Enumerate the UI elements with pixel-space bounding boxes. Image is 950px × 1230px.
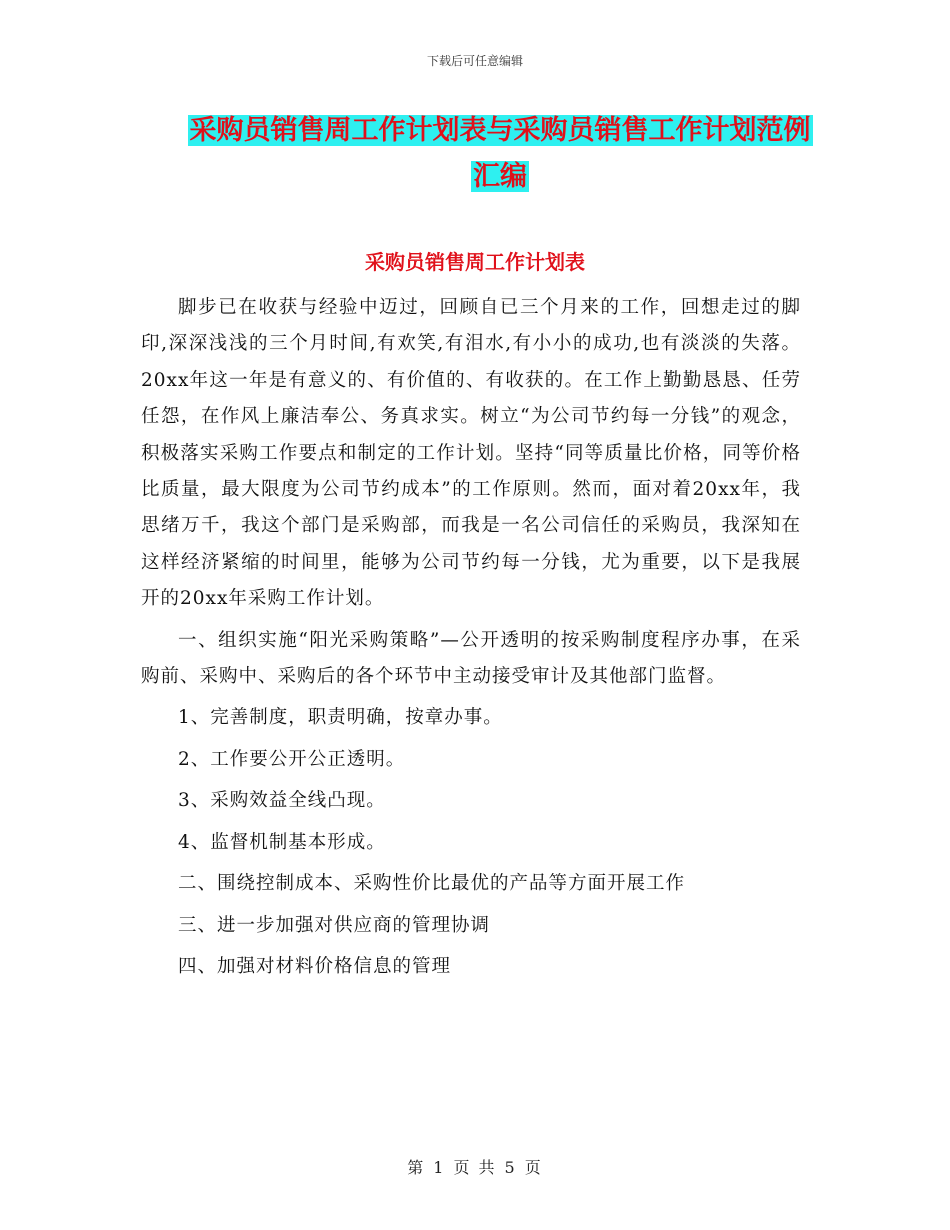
document-title-line2: 汇编	[473, 161, 527, 192]
list-item: 4、监督机制基本形成。	[178, 831, 386, 853]
list-item: 2、工作要公开公正透明。	[178, 748, 406, 770]
document-title	[150, 108, 850, 200]
list-item: 1、完善制度，职责明确，按章办事。	[178, 707, 503, 729]
footer-page-number: 1	[433, 1158, 446, 1177]
list-item: 三、进一步加强对供应商的管理协调	[178, 914, 491, 936]
document-title-line1: 采购员销售周工作计划表与采购员销售工作计划范例	[189, 115, 811, 146]
section-title: 采购员销售周工作计划表	[365, 250, 585, 274]
list-item: 二、围绕控制成本、采购性价比最优的产品等方面开展工作	[178, 873, 686, 895]
list-item: 3、采购效益全线凸现。	[178, 790, 386, 812]
footer-total-pages: 5	[504, 1158, 517, 1177]
header-note: 下载后可任意编辑	[426, 54, 523, 68]
document-body	[141, 290, 801, 985]
paragraph-intro: 脚步已在收获与经验中迈过，回顾自已三个月来的工作，回想走过的脚印,深深浅浅的三个月时间,有欢笑,有泪水,有小小的成功,也有淡淡的失落。20xx年这一年是有意义的、有价值的、有收获的。在工作上勤勤恳恳、任劳任怨，在作风上廉洁奉公、务真求实。树立“为公司节约每一分钱”的观念，积极落实采购工作要点和制定的工作计划。坚持“同等质量比价格，同等价格比质量，最大限度为公司节约成本”的工作原则。然而，面对着20xx年，我思绪万千，我这个部门是采购部，而我是一名公司信任的采购员，我深知在这样经济紧缩的时间里，能够为公司节约每一分钱，尤为重要，以下是我展开的20xx年采购工作计划。	[141, 297, 801, 610]
page-footer	[0, 1155, 950, 1178]
footer-middle: 页 共	[453, 1158, 497, 1177]
list-item: 四、加强对材料价格信息的管理	[178, 955, 452, 977]
footer-prefix: 第	[407, 1158, 426, 1177]
paragraph-section-one: 一、组织实施“阳光采购策略”—公开透明的按采购制度程序办事，在采购前、采购中、采购后的各个环节中主动接受审计及其他部门监督。	[141, 629, 801, 688]
footer-suffix: 页	[524, 1158, 543, 1177]
